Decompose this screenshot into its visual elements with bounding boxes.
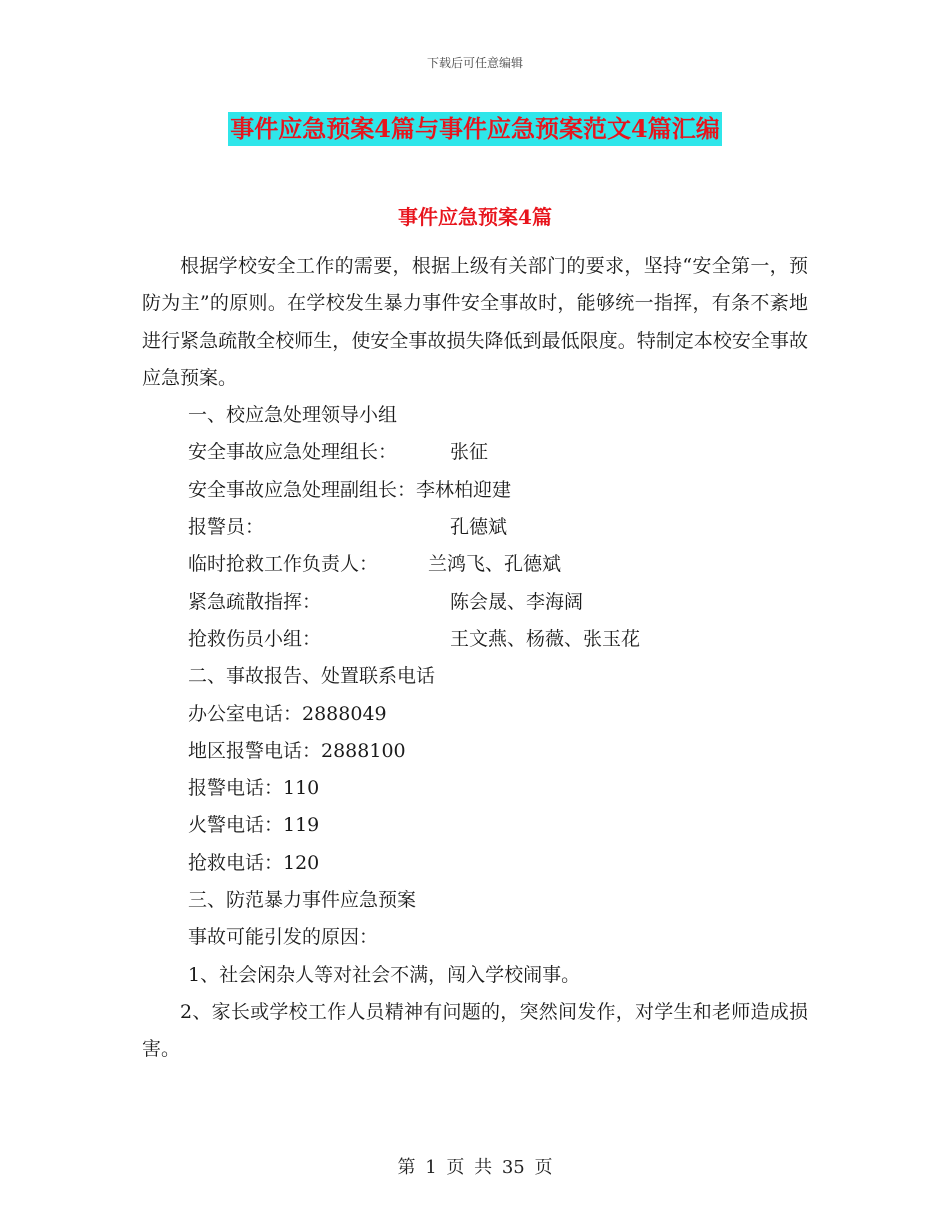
team-row-alarm bbox=[142, 509, 808, 546]
heading-leadership-group: 一、校应急处理领导小组 bbox=[188, 404, 398, 427]
intro-paragraph: 根据学校安全工作的需要，根据上级有关部门的要求，坚持“安全第一，预防为主”的原则。在学校发生暴力事件安全事故时，能够统一指挥，有条不紊地进行紧急疏散全校师生，使安全事故损失降低到最低限度。特制定本校安全事故应急预案。 bbox=[142, 255, 808, 389]
causes-intro: 事故可能引发的原因： bbox=[188, 926, 379, 949]
heading-violence-plan: 三、防范暴力事件应急预案 bbox=[188, 889, 417, 912]
team-role: 临时抢救工作负责人： bbox=[188, 553, 379, 576]
cause-item: 1、社会闲杂人等对社会不满，闯入学校闹事。 bbox=[188, 963, 581, 986]
team-row-evacuation bbox=[142, 584, 808, 621]
team-row-rescue-lead bbox=[142, 546, 808, 583]
team-names: 李林柏迎建 bbox=[416, 478, 512, 501]
team-names: 陈会晟、李海阔 bbox=[450, 590, 584, 613]
section-title: 事件应急预案4篇 bbox=[398, 205, 552, 229]
phone-ambulance: 抢救电话：120 bbox=[188, 851, 320, 874]
team-row-leader bbox=[142, 434, 808, 471]
team-role: 抢救伤员小组： bbox=[188, 627, 322, 650]
team-role: 紧急疏散指挥： bbox=[188, 590, 322, 613]
team-row-deputy bbox=[142, 472, 808, 509]
team-names: 张征 bbox=[450, 441, 489, 464]
team-names: 王文燕、杨薇、张玉花 bbox=[450, 627, 641, 650]
team-names: 兰鸿飞、孔德斌 bbox=[428, 553, 562, 576]
phone-office: 办公室电话：2888049 bbox=[188, 702, 387, 725]
header-note: 下载后可任意编辑 bbox=[426, 56, 523, 70]
phone-district-police: 地区报警电话：2888100 bbox=[188, 739, 406, 762]
team-names: 孔德斌 bbox=[450, 516, 508, 539]
team-role: 报警员： bbox=[188, 516, 265, 539]
phone-police: 报警电话：110 bbox=[188, 777, 320, 800]
page-footer: 第 1 页 共 35 页 bbox=[397, 1157, 553, 1178]
cause-item: 2、家长或学校工作人员精神有问题的，突然间发作，对学生和老师造成损害。 bbox=[142, 1000, 808, 1061]
phone-fire: 火警电话：119 bbox=[188, 814, 320, 837]
heading-contact-phones: 二、事故报告、处置联系电话 bbox=[188, 665, 436, 688]
team-role: 安全事故应急处理组长： bbox=[188, 441, 398, 464]
document-title-text: 事件应急预案4篇与事件应急预案范文4篇汇编 bbox=[228, 112, 721, 146]
document-body bbox=[142, 248, 808, 1069]
team-row-rescue-group bbox=[142, 621, 808, 658]
document-title bbox=[0, 112, 950, 146]
team-role: 安全事故应急处理副组长： bbox=[188, 478, 417, 501]
